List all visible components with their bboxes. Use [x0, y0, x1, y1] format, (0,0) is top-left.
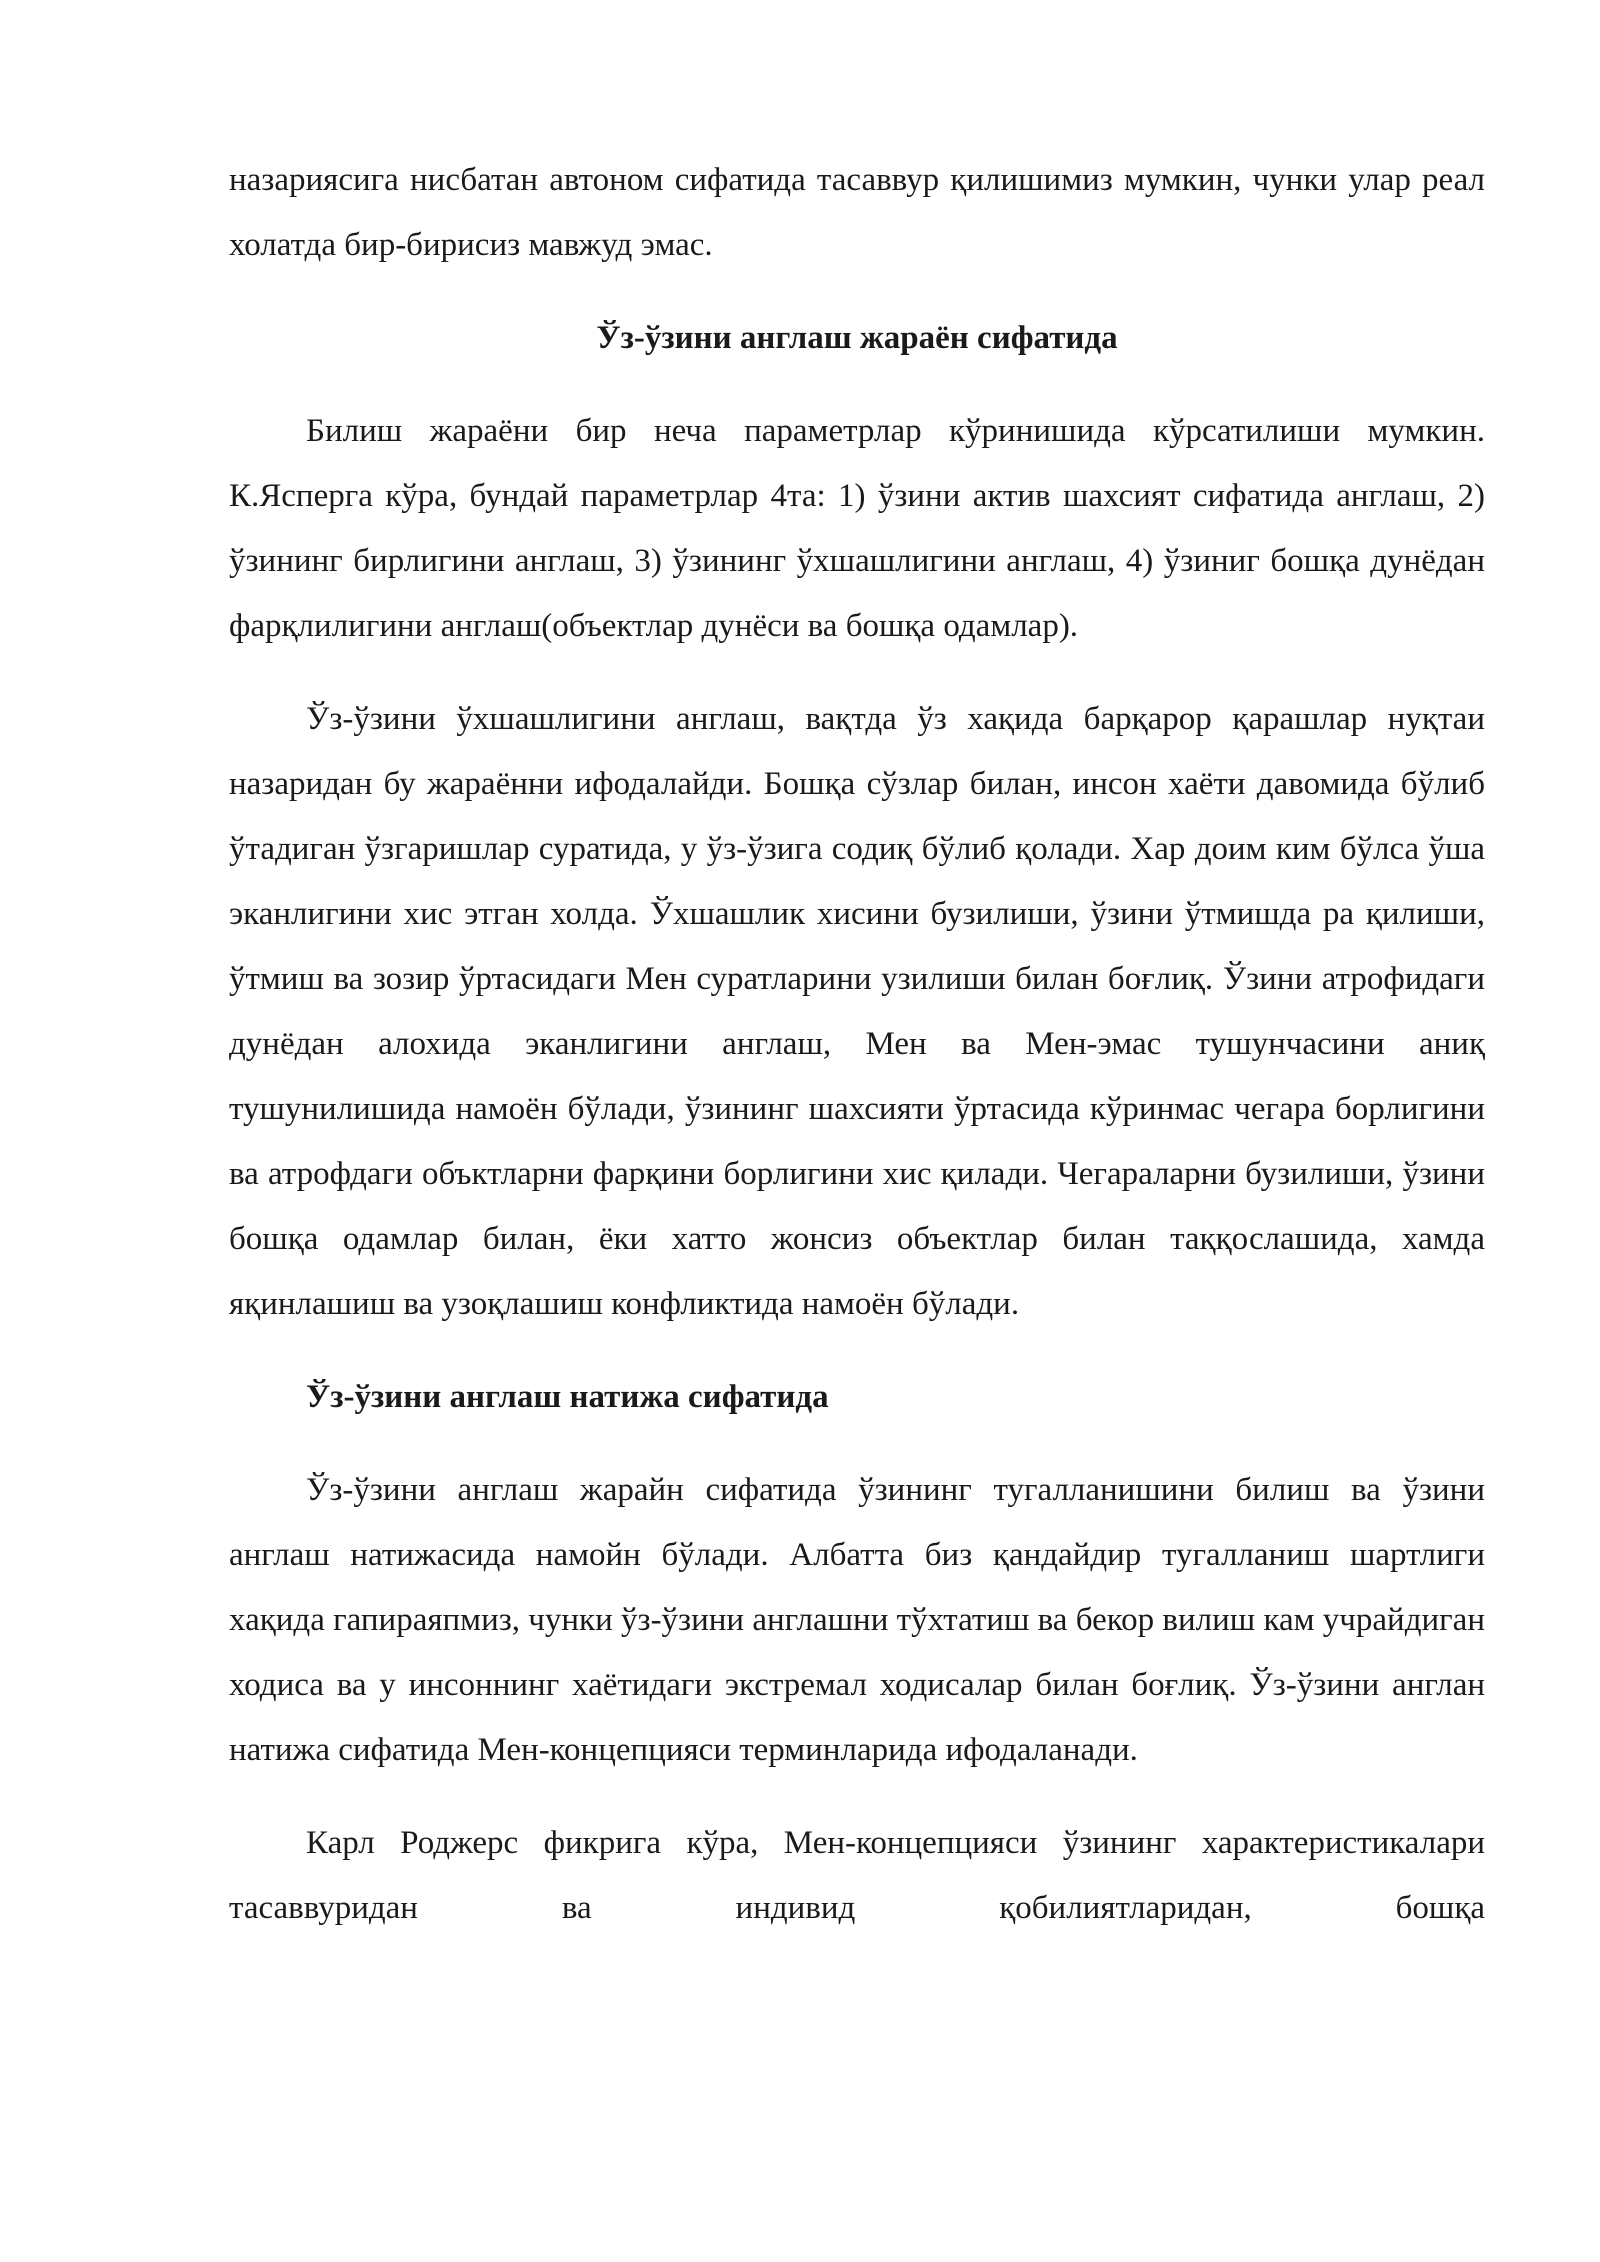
- paragraph-rogers: Карл Роджерс фикрига кўра, Мен-концепцияси ўзининг характеристикалари тасаввуридан ва индивид қобилиятларидан, бошқа: [229, 1825, 1485, 1926]
- document-body: [229, 148, 1485, 1941]
- section-heading-process: Ўз-ўзини англаш жараён сифатида: [596, 320, 1118, 356]
- paragraph-self-awareness-result: Ўз-ўзини англаш жарайн сифатида ўзининг тугалланишини билиш ва ўзини англаш натижасида намойн бўлади. Албатта биз қандайдир тугалланиш шартлиги хақида гапираяпмиз, чунки ўз-ўзини англашни тўхтатиш ва бекор вилиш кам учрайдиган ходиса ва у инсоннинг хаётидаги экстремал ходисалар билан боғлиқ. Ўз-ўзини англан натижа сифатида Мен-концепцияси терминларида ифодаланади.: [229, 1472, 1485, 1768]
- paragraph-cognition-parameters: Билиш жараёни бир неча параметрлар кўринишида кўрсатилиши мумкин. К.Ясперга кўра, бундай параметрлар 4та: 1) ўзини актив шахсият сифатида англаш, 2) ўзининг бирлигини англаш, 3) ўзининг ўхшашлигини англаш, 4) ўзиниг бошқа дунёдан фарқлилигини англаш(объектлар дунёси ва бошқа одамлар).: [229, 413, 1485, 644]
- paragraph-continuation: назариясига нисбатан автоном сифатида тасаввур қилишимиз мумкин, чунки улар реал холатда бир-бирисиз мавжуд эмас.: [229, 162, 1485, 263]
- paragraph-self-similarity: Ўз-ўзини ўхшашлигини англаш, вақтда ўз хақида барқарор қарашлар нуқтаи назаридан бу жараённи ифодалайди. Бошқа сўзлар билан, инсон хаёти давомида бўлиб ўтадиган ўзгаришлар суратида, у ўз-ўзига содиқ бўлиб қолади. Хар доим ким бўлса ўша эканлигини хис этган холда. Ўхшашлик хисини бузилиши, ўзини ўтмишда ра қилиши, ўтмиш ва зозир ўртасидаги Мен суратларини узилиши билан боғлиқ. Ўзини атрофидаги дунёдан алохида эканлигини англаш, Мен ва Мен-эмас тушунчасини аниқ тушунилишида намоён бўлади, ўзининг шахсияти ўртасида кўринмас чегара борлигини ва атрофдаги объктларни фарқини борлигини хис қилади. Чегараларни бузилиши, ўзини бошқа одамлар билан, ёки хатто жонсиз объектлар билан таққослашида, хамда яқинлашиш ва узоқлашиш конфликтида намоён бўлади.: [229, 701, 1485, 1322]
- section-heading-result: Ўз-ўзини англаш натижа сифатида: [306, 1379, 829, 1415]
